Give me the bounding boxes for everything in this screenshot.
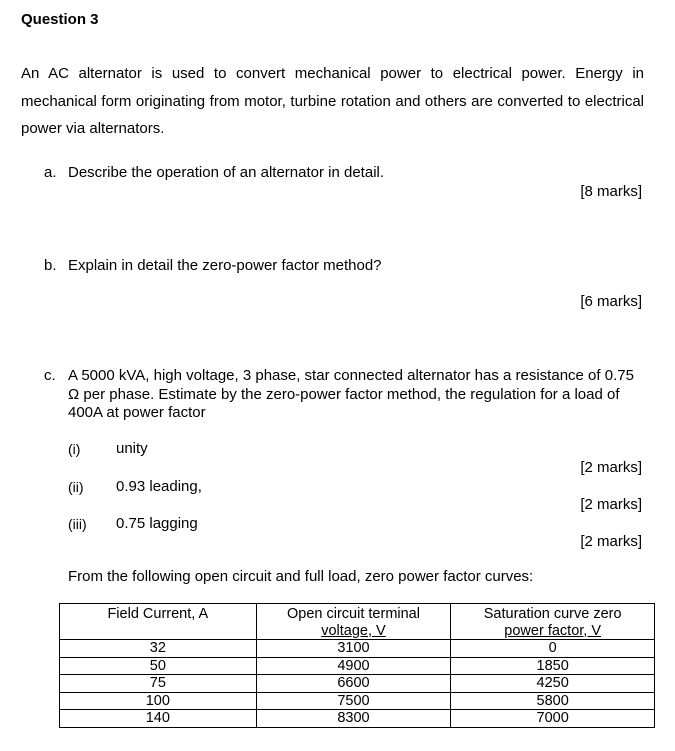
table-row [60,657,655,675]
table-cell: 7000 [451,710,655,728]
header-saturation-curve [451,604,655,640]
table-header-row [60,604,655,640]
table-cell: 100 [60,692,257,710]
table-cell: 5800 [451,692,655,710]
question-title: Question 3 [21,11,99,28]
table-row [60,692,655,710]
header-line: Saturation curve zero [483,606,622,622]
table-cell: 3100 [256,640,451,658]
table-cell: 4250 [451,675,655,693]
header-line: power factor, V [504,622,602,639]
data-table [59,603,655,728]
subpart-marks: [2 marks] [580,533,642,550]
table-cell: 50 [60,657,257,675]
header-line: Open circuit terminal [287,606,420,622]
part-c-letter: c. [44,367,56,384]
header-line: Field Current, A [107,606,209,622]
part-c-text: A 5000 kVA, high voltage, 3 phase, star connected alternator has a resistance of 0.75 Ω per phase. Estimate by the zero-power factor method, the regulation for a load of 400A at power factor [68,367,634,421]
table-cell: 8300 [256,710,451,728]
part-b-text: Explain in detail the zero-power factor method? [68,257,382,274]
header-open-circuit-voltage [256,604,451,640]
header-line: voltage, V [321,622,386,639]
table-cell: 75 [60,675,257,693]
table-intro: From the following open circuit and full load, zero power factor curves: [68,568,534,585]
part-b-marks: [6 marks] [580,293,642,310]
subpart-marks: [2 marks] [580,459,642,476]
subpart-text: 0.93 leading, [116,478,202,495]
table-cell: 140 [60,710,257,728]
table-row [60,640,655,658]
intro-paragraph: An AC alternator is used to convert mechanical power to electrical power. Energy in mechanical form originating from motor, turbine rotation and others are converted to electrical power via alternators. [21,65,644,137]
part-a-text: Describe the operation of an alternator in detail. [68,164,385,181]
part-a-letter: a. [44,164,57,181]
header-field-current [60,604,257,640]
subpart-number: (ii) [68,479,84,495]
table-cell: 0 [451,640,655,658]
table-cell: 6600 [256,675,451,693]
table-row [60,675,655,693]
subpart-number: (i) [68,441,81,457]
part-a-marks: [8 marks] [580,183,642,200]
table-cell: 7500 [256,692,451,710]
subpart-text: unity [116,440,148,457]
table-cell: 4900 [256,657,451,675]
table-row [60,710,655,728]
table-cell: 1850 [451,657,655,675]
subpart-text: 0.75 lagging [116,515,198,532]
subpart-marks: [2 marks] [580,496,642,513]
part-b-letter: b. [44,257,57,274]
table-cell: 32 [60,640,257,658]
subpart-number: (iii) [68,516,87,532]
